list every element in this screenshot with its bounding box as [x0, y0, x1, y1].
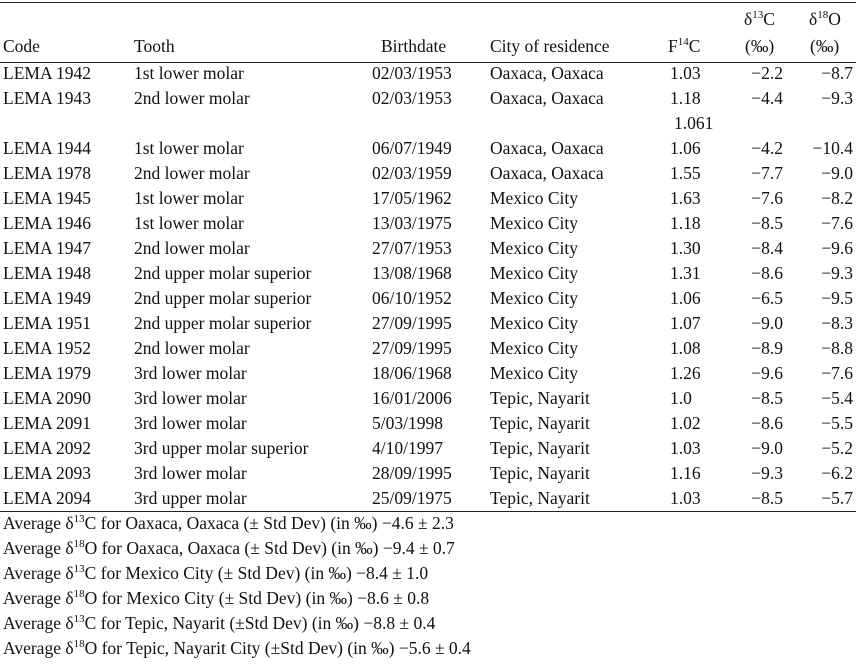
footnote-average: [3, 588, 429, 611]
cell-d13c: −9.0: [751, 438, 783, 458]
footnote-isotope-sup: 13: [73, 613, 85, 625]
cell-code: LEMA 2093: [3, 463, 91, 483]
footnote-text: Average δ: [3, 538, 74, 558]
cell-tooth: 2nd lower molar: [134, 338, 250, 358]
cell-d18o: −9.3: [821, 263, 853, 283]
cell-d18o: −8.7: [821, 63, 853, 83]
cell-d13c: −9.0: [751, 313, 783, 333]
cell-d18o: −5.5: [821, 413, 853, 433]
cell-tooth: 2nd lower molar: [134, 163, 250, 183]
cell-d13c: −8.5: [751, 488, 783, 508]
cell-tooth: 1st lower molar: [134, 188, 244, 208]
footnote-average: [3, 613, 435, 636]
cell-city: Tepic, Nayarit: [490, 438, 590, 458]
header-d13c-delta: δ: [744, 9, 753, 29]
cell-tooth: 2nd lower molar: [134, 238, 250, 258]
cell-code: LEMA 1978: [3, 163, 91, 183]
cell-d13c: −8.6: [751, 263, 783, 283]
cell-d13c: −8.5: [751, 388, 783, 408]
cell-d13c: −8.9: [751, 338, 783, 358]
cell-code: LEMA 1948: [3, 263, 91, 283]
cell-f14c: 1.55: [670, 163, 701, 183]
header-f14c-letter: F: [668, 36, 678, 56]
cell-city: Oaxaca, Oaxaca: [490, 88, 604, 108]
cell-d13c: −2.2: [751, 63, 783, 83]
cell-d13c: −7.6: [751, 188, 783, 208]
cell-d18o: −10.4: [812, 138, 853, 158]
cell-d18o: −5.4: [821, 388, 853, 408]
cell-birthdate: 27/09/1995: [372, 338, 452, 358]
cell-code: LEMA 1979: [3, 363, 91, 383]
header-d13c-sup: 13: [752, 9, 764, 21]
header-city: City of residence: [490, 36, 610, 56]
cell-d18o: −7.6: [821, 213, 853, 233]
cell-birthdate: 02/03/1959: [372, 163, 452, 183]
cell-code: LEMA 1951: [3, 313, 91, 333]
cell-d13c: −8.6: [751, 413, 783, 433]
footnote-text: Average δ: [3, 513, 74, 533]
footnote-text: O for Tepic, Nayarit City (±Std Dev) (in ‰) −5.6 ± 0.4: [84, 638, 471, 658]
cell-city: Oaxaca, Oaxaca: [490, 63, 604, 83]
header-code: Code: [3, 36, 40, 56]
footnote-text: C for Mexico City (± Std Dev) (in ‰) −8.4 ± 1.0: [84, 563, 429, 583]
cell-d13c: −9.3: [751, 463, 783, 483]
cell-birthdate: 4/10/1997: [372, 438, 443, 458]
cell-d18o: −5.7: [821, 488, 853, 508]
header-tooth: Tooth: [134, 36, 175, 56]
header-d18o-delta: δ: [809, 9, 818, 29]
cell-tooth: 3rd lower molar: [134, 363, 247, 383]
cell-d13c: −4.2: [751, 138, 783, 158]
cell-d13c: −6.5: [751, 288, 783, 308]
footnote-text: Average δ: [3, 563, 74, 583]
footnote-text: Average δ: [3, 613, 74, 633]
cell-d13c: −4.4: [751, 88, 783, 108]
footnote-isotope-sup: 18: [73, 638, 85, 650]
cell-city: Mexico City: [490, 188, 578, 208]
header-d18o-unit: (‰): [810, 36, 840, 56]
header-d18o-element: O: [828, 9, 841, 29]
cell-f14c: 1.03: [670, 488, 701, 508]
cell-f14c: 1.06: [670, 138, 701, 158]
cell-tooth: 2nd upper molar superior: [134, 263, 312, 283]
footnote-isotope-sup: 13: [73, 563, 85, 575]
cell-code: LEMA 1942: [3, 63, 91, 83]
cell-code: LEMA 2092: [3, 438, 91, 458]
cell-code: LEMA 1952: [3, 338, 91, 358]
cell-city: Tepic, Nayarit: [490, 388, 590, 408]
cell-code: LEMA 2090: [3, 388, 91, 408]
header-d13c-element: C: [763, 9, 775, 29]
footnote-isotope-sup: 13: [73, 513, 85, 525]
footnote-text: C for Oaxaca, Oaxaca (± Std Dev) (in ‰) −4.6 ± 2.3: [84, 513, 454, 533]
cell-city: Oaxaca, Oaxaca: [490, 163, 604, 183]
cell-birthdate: 02/03/1953: [372, 88, 452, 108]
cell-birthdate: 06/10/1952: [372, 288, 452, 308]
header-d18o-sup: 18: [817, 9, 829, 21]
cell-d18o: −8.3: [821, 313, 853, 333]
cell-city: Mexico City: [490, 313, 578, 333]
cell-tooth: 3rd upper molar superior: [134, 438, 309, 458]
cell-code: LEMA 1947: [3, 238, 91, 258]
cell-d13c: −8.4: [751, 238, 783, 258]
cell-code: LEMA 2094: [3, 488, 91, 508]
cell-code: LEMA 2091: [3, 413, 91, 433]
cell-code: LEMA 1949: [3, 288, 91, 308]
cell-birthdate: 13/03/1975: [372, 213, 452, 233]
cell-d18o: −9.5: [821, 288, 853, 308]
cell-f14c: 1.03: [670, 438, 701, 458]
cell-tooth: 2nd lower molar: [134, 88, 250, 108]
cell-d18o: −7.6: [821, 363, 853, 383]
cell-tooth: 3rd lower molar: [134, 463, 247, 483]
cell-f14c: 1.26: [670, 363, 701, 383]
header-f14c-element: C: [688, 36, 701, 56]
cell-birthdate: 28/09/1995: [372, 463, 452, 483]
footnote-average: [3, 638, 471, 661]
cell-code: LEMA 1946: [3, 213, 91, 233]
cell-birthdate: 5/03/1998: [372, 413, 443, 433]
cell-city: Tepic, Nayarit: [490, 413, 590, 433]
header-f14c-sup: 14: [677, 36, 689, 48]
cell-code: LEMA 1945: [3, 188, 91, 208]
cell-tooth: 2nd upper molar superior: [134, 313, 312, 333]
cell-d18o: −8.2: [821, 188, 853, 208]
cell-d13c: −9.6: [751, 363, 783, 383]
cell-birthdate: 18/06/1968: [372, 363, 452, 383]
cell-f14c: 1.16: [670, 463, 701, 483]
cell-birthdate: 06/07/1949: [372, 138, 452, 158]
header-birthdate: Birthdate: [381, 36, 447, 56]
cell-f14c: 1.30: [670, 238, 701, 258]
cell-tooth: 3rd lower molar: [134, 413, 247, 433]
cell-d18o: −8.8: [821, 338, 853, 358]
cell-f14c: 1.08: [670, 338, 701, 358]
cell-city: Mexico City: [490, 338, 578, 358]
cell-d18o: −9.6: [821, 238, 853, 258]
cell-birthdate: 17/05/1962: [372, 188, 452, 208]
cell-f14c: 1.18: [670, 213, 701, 233]
cell-city: Mexico City: [490, 263, 578, 283]
footnote-text: O for Mexico City (± Std Dev) (in ‰) −8.6 ± 0.8: [84, 588, 430, 608]
footnote-text: Average δ: [3, 588, 74, 608]
cell-f14c: 1.02: [670, 413, 701, 433]
cell-city: Tepic, Nayarit: [490, 463, 590, 483]
cell-city: Oaxaca, Oaxaca: [490, 138, 604, 158]
cell-birthdate: 13/08/1968: [372, 263, 452, 283]
footnote-text: O for Oaxaca, Oaxaca (± Std Dev) (in ‰) −9.4 ± 0.7: [84, 538, 455, 558]
cell-tooth: 3rd lower molar: [134, 388, 247, 408]
cell-d13c: −8.5: [751, 213, 783, 233]
footnote-text: C for Tepic, Nayarit (±Std Dev) (in ‰) −8.8 ± 0.4: [84, 613, 436, 633]
cell-city: Mexico City: [490, 238, 578, 258]
cell-code: LEMA 1944: [3, 138, 91, 158]
cell-birthdate: 27/07/1953: [372, 238, 452, 258]
cell-tooth: 1st lower molar: [134, 213, 244, 233]
header-d13c-unit: (‰): [745, 36, 775, 56]
cell-f14c: 1.0: [670, 388, 692, 408]
cell-city: Mexico City: [490, 288, 578, 308]
cell-tooth: 2nd upper molar superior: [134, 288, 312, 308]
cell-code: LEMA 1943: [3, 88, 91, 108]
cell-f14c: 1.07: [670, 313, 701, 333]
cell-city: Mexico City: [490, 363, 578, 383]
cell-city: Tepic, Nayarit: [490, 488, 590, 508]
cell-f14c: 1.31: [670, 263, 701, 283]
footnote-isotope-sup: 18: [73, 588, 85, 600]
cell-birthdate: 16/01/2006: [372, 388, 452, 408]
cell-f14c: 1.03: [670, 63, 701, 83]
cell-d18o: −5.2: [821, 438, 853, 458]
footnote-average: [3, 563, 428, 586]
cell-tooth: 1st lower molar: [134, 63, 244, 83]
cell-d18o: −6.2: [821, 463, 853, 483]
cell-f14c: 1.63: [670, 188, 701, 208]
cell-tooth: 1st lower molar: [134, 138, 244, 158]
footnote-text: Average δ: [3, 638, 74, 658]
cell-f14c: 1.06: [670, 288, 701, 308]
footnote-average: [3, 538, 455, 561]
cell-city: Mexico City: [490, 213, 578, 233]
cell-tooth: 3rd upper molar: [134, 488, 247, 508]
cell-f14c: 1.061: [674, 113, 714, 133]
cell-d18o: −9.3: [821, 88, 853, 108]
cell-birthdate: 27/09/1995: [372, 313, 452, 333]
cell-d18o: −9.0: [821, 163, 853, 183]
footnote-isotope-sup: 18: [73, 538, 85, 550]
cell-birthdate: 02/03/1953: [372, 63, 452, 83]
cell-birthdate: 25/09/1975: [372, 488, 452, 508]
cell-f14c: 1.18: [670, 88, 701, 108]
footnote-average: [3, 513, 454, 536]
cell-d13c: −7.7: [751, 163, 783, 183]
